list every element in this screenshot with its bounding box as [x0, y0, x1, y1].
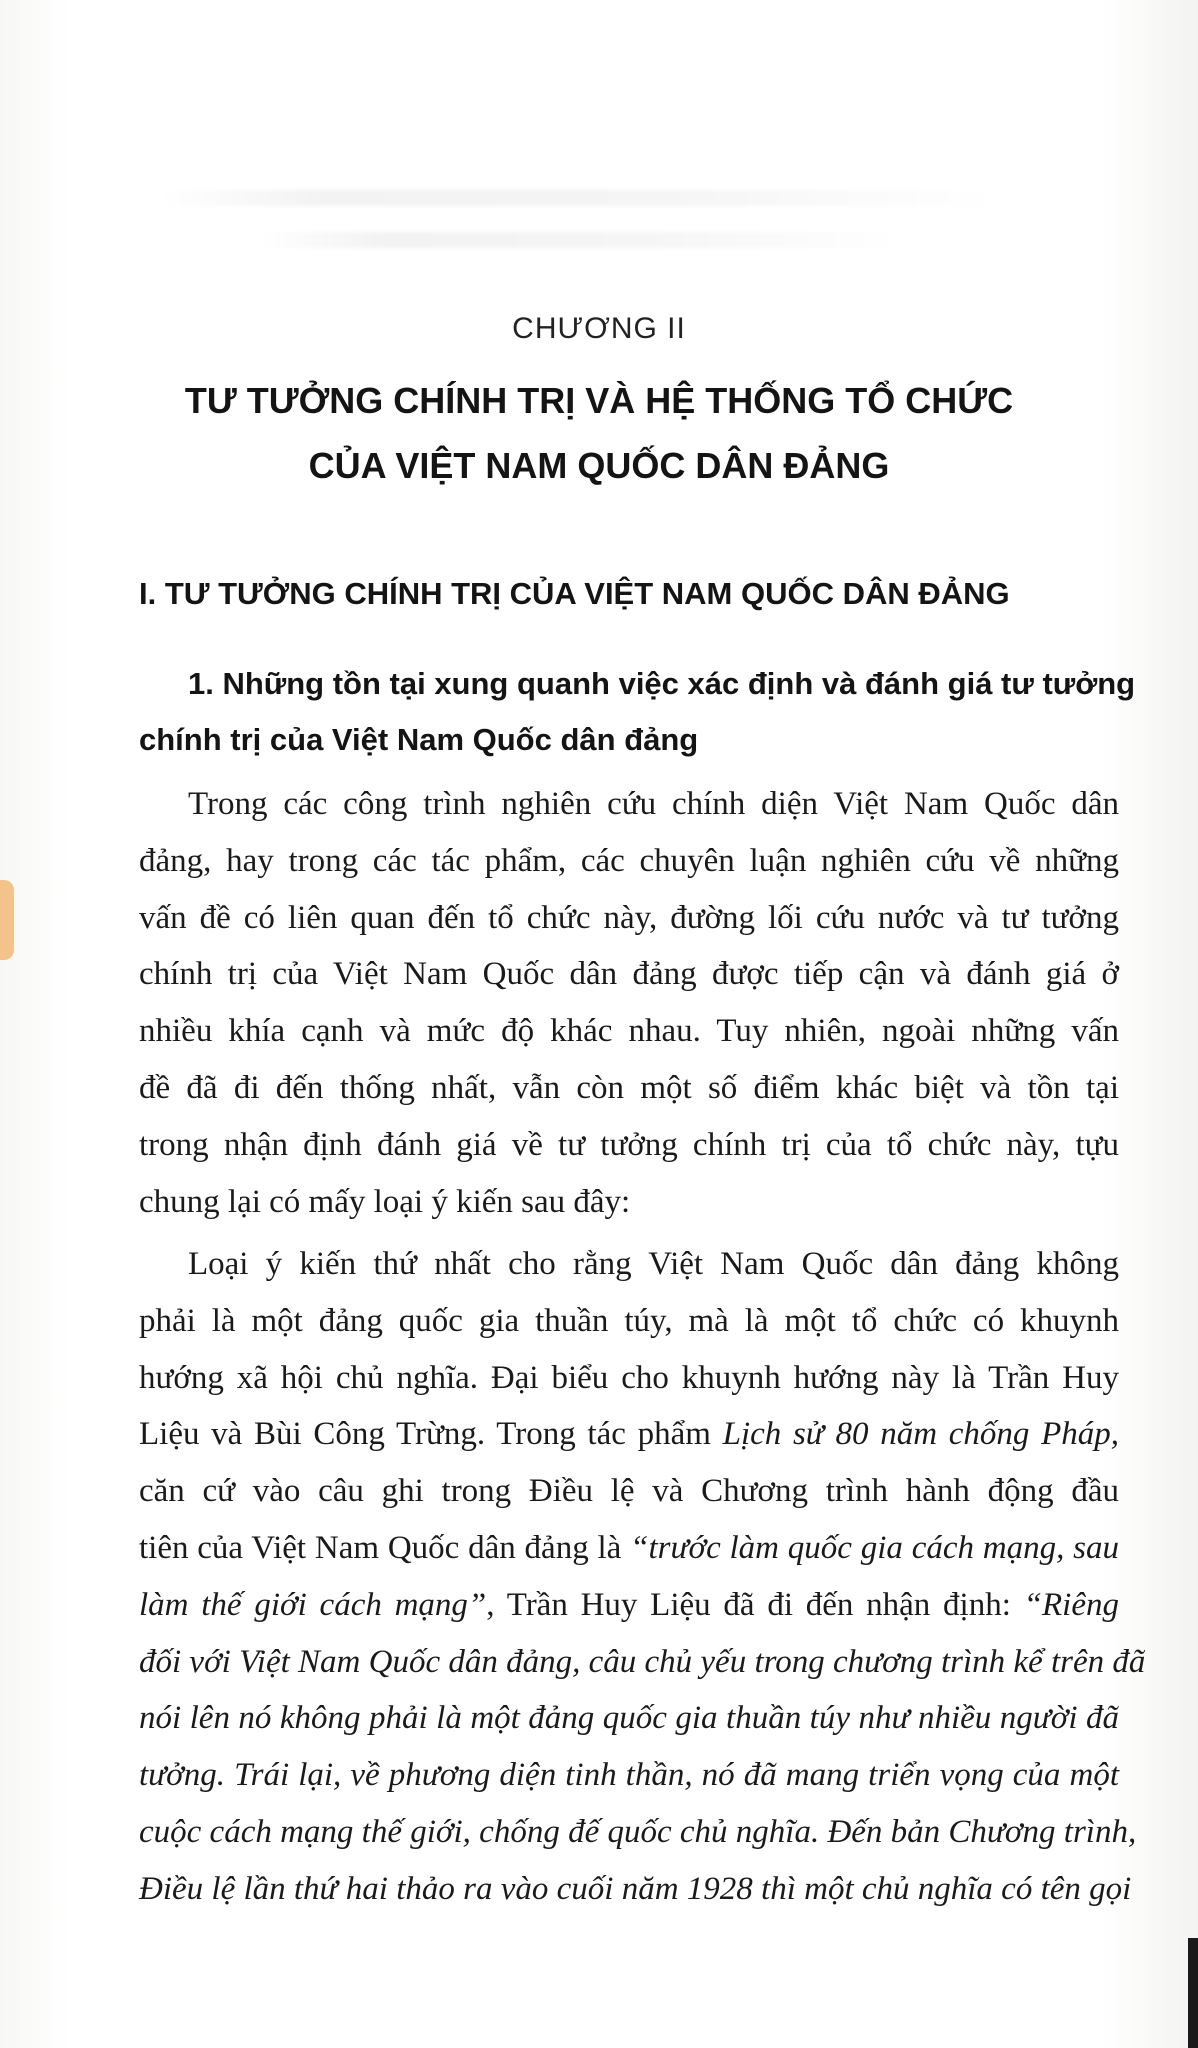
section-heading: I. TƯ TƯỞNG CHÍNH TRỊ CỦA VIỆT NAM QUỐC DÂN ĐẢNG: [139, 576, 1010, 611]
quotation: “trước làm quốc gia cách mạng, sau: [630, 1529, 1120, 1566]
text-line: nhiều khía cạnh và mức độ khác nhau. Tuy nhiên, ngoài những vấn: [139, 1013, 1119, 1050]
text-line: [139, 1520, 1119, 1577]
text-line: [139, 1406, 1119, 1463]
text-line: [139, 1690, 1119, 1747]
subsection-heading: [139, 656, 1136, 768]
show-through-text: [260, 232, 900, 248]
chapter-label: CHƯƠNG II: [512, 312, 686, 345]
text-line: hướng xã hội chủ nghĩa. Đại biểu cho khuynh hướng này là Trần Huy: [139, 1359, 1119, 1396]
quotation: “Riêng: [1023, 1586, 1119, 1623]
paragraph-2: [139, 1236, 1146, 1918]
text-line: đề đã đi đến thống nhất, vẫn còn một số điểm khác biệt và tồn tại: [139, 1069, 1119, 1106]
quotation: đối với Việt Nam Quốc dân đảng, câu chủ yếu trong chương trình kể trên đã: [139, 1643, 1146, 1680]
text-line: chính trị của Việt Nam Quốc dân đảng được tiếp cận và đánh giá ở: [139, 956, 1119, 993]
text-run: Liệu và Bùi Công Trừng. Trong tác phẩm: [139, 1416, 723, 1453]
text-line: [139, 1804, 1137, 1861]
text-line: phải là một đảng quốc gia thuần túy, mà là một tổ chức có khuynh: [139, 1302, 1119, 1339]
chapter-title-line-1: TƯ TƯỞNG CHÍNH TRỊ VÀ HỆ THỐNG TỔ CHỨC: [184, 380, 1014, 421]
quotation: cuộc cách mạng thế giới, chống đế quốc chủ nghĩa. Đến bản Chương trình,: [139, 1813, 1137, 1850]
binding-edge: [1188, 1938, 1198, 2048]
text-line: [139, 1634, 1146, 1691]
page-edge-tab: [0, 880, 14, 960]
text-line: Loại ý kiến thứ nhất cho rằng Việt Nam Quốc dân đảng không: [188, 1246, 1119, 1282]
show-through-text: [160, 190, 1000, 206]
book-title: Lịch sử 80 năm chống Pháp,: [722, 1416, 1119, 1453]
paragraph-1: [139, 776, 1119, 1230]
text-line: chung lại có mấy loại ý kiến sau đây:: [139, 1183, 631, 1220]
quotation: tưởng. Trái lại, về phương diện tinh thần, nó đã mang triển vọng của một: [139, 1757, 1119, 1794]
text-run: , Trần Huy Liệu đã đi đến nhận định:: [486, 1586, 1024, 1623]
text-line: căn cứ vào câu ghi trong Điều lệ và Chương trình hành động đầu: [139, 1473, 1119, 1510]
text-line: đảng, hay trong các tác phẩm, các chuyên luận nghiên cứu về những: [139, 842, 1119, 879]
subsection-line: chính trị của Việt Nam Quốc dân đảng: [139, 722, 699, 757]
text-run: tiên của Việt Nam Quốc dân đảng là: [139, 1529, 631, 1566]
chapter-title-line-2: CỦA VIỆT NAM QUỐC DÂN ĐẢNG: [308, 445, 890, 486]
quotation: Điều lệ lần thứ hai thảo ra vào cuối năm 1928 thì một chủ nghĩa có tên gọi: [139, 1870, 1132, 1907]
text-line: trong nhận định đánh giá về tư tưởng chính trị của tổ chức này, tựu: [139, 1126, 1119, 1163]
text-line: vấn đề có liên quan đến tổ chức này, đường lối cứu nước và tư tưởng: [139, 899, 1119, 936]
text-line: Trong các công trình nghiên cứu chính diện Việt Nam Quốc dân: [188, 786, 1119, 822]
subsection-line: 1. Những tồn tại xung quanh việc xác định và đánh giá tư tưởng: [188, 666, 1136, 701]
quotation: làm thế giới cách mạng”: [139, 1586, 487, 1623]
text-line: [139, 1861, 1132, 1918]
quotation: nói lên nó không phải là một đảng quốc gia thuần túy như nhiều người đã: [139, 1700, 1119, 1737]
text-line: [139, 1747, 1119, 1804]
text-line: [139, 1577, 1119, 1634]
